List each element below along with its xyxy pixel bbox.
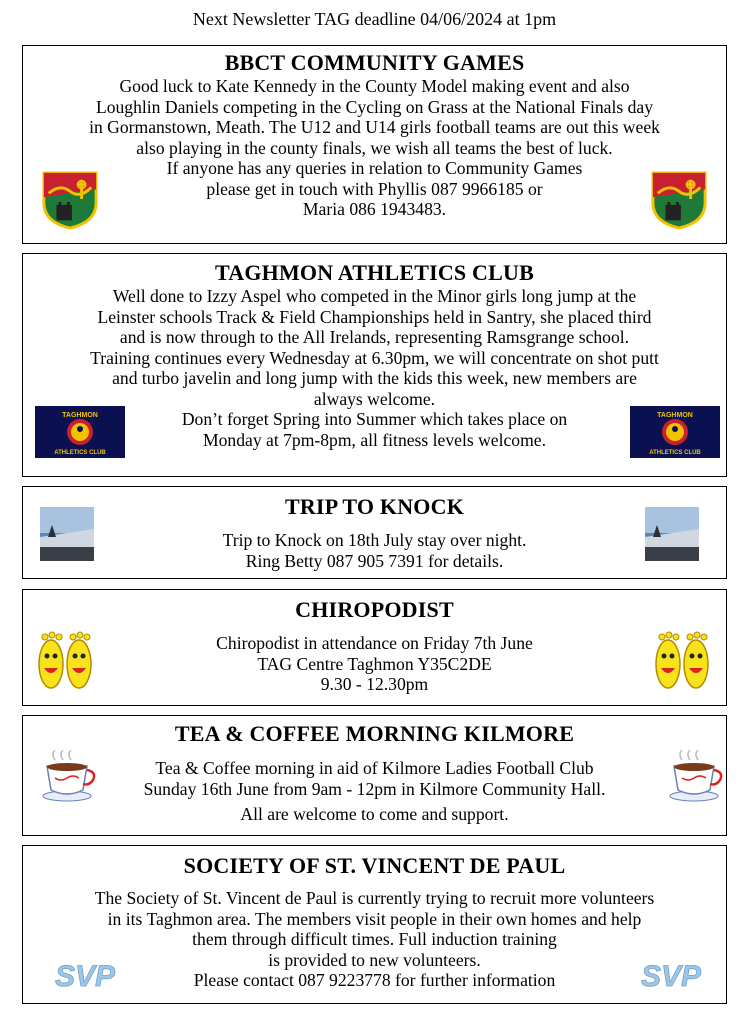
- section-line: Leinster schools Track & Field Championships held in Santry, she placed third: [97, 306, 652, 327]
- section-line: All are welcome to come and support.: [240, 804, 509, 824]
- section-line: in Gormanstown, Meath. The U12 and U14 girls football teams are out this week: [89, 117, 660, 137]
- community-games-section: [22, 45, 727, 244]
- smiling-feet-icon: [35, 628, 95, 692]
- section-line: and is now through to the All Irelands, representing Ramsgrange school.: [119, 327, 630, 347]
- section-line: is provided to new volunteers.: [268, 949, 481, 970]
- section-line: Maria 086 1943483.: [302, 199, 447, 219]
- section-line: Well done to Izzy Aspel who competed in the Minor girls long jump at the: [112, 286, 637, 306]
- section-line: Please contact 087 9223778 for further information: [193, 970, 556, 990]
- section-line: them through difficult times. Full induction training: [192, 929, 557, 949]
- knock-shrine-photo-icon: [645, 507, 699, 561]
- section-line: Loughlin Daniels competing in the Cycling on Grass at the National Finals day: [95, 96, 654, 117]
- section-title: TRIP TO KNOCK: [284, 494, 465, 519]
- section-line: Don’t forget Spring into Summer which takes place on: [181, 409, 568, 429]
- svp-logo-icon: [34, 960, 136, 990]
- tea-cup-icon: [668, 748, 724, 804]
- section-line: Monday at 7pm-8pm, all fitness levels welcome.: [202, 429, 546, 450]
- athletics-club-logo-icon: [630, 406, 720, 458]
- section-line: Good luck to Kate Kennedy in the County Model making event and also: [119, 76, 630, 96]
- knock-shrine-photo-icon: [40, 507, 94, 561]
- tea-coffee-morning-section: [22, 715, 727, 836]
- section-line: 9.30 - 12.30pm: [320, 674, 429, 694]
- trip-to-knock-section: [22, 486, 727, 579]
- section-line: Chiropodist in attendance on Friday 7th June: [216, 633, 533, 653]
- svp-logo-icon: [620, 960, 722, 990]
- section-line: in its Taghmon area. The members visit people in their own homes and help: [107, 908, 642, 929]
- section-line: Sunday 16th June from 9am - 12pm in Kilmore Community Hall.: [143, 778, 606, 799]
- section-title: TAGHMON ATHLETICS CLUB: [215, 260, 534, 285]
- logo-text: ATHLETICS CLUB: [649, 450, 701, 456]
- smiling-feet-icon: [652, 628, 712, 692]
- svp-section: [22, 845, 727, 1004]
- logo-text: ATHLETICS CLUB: [54, 450, 106, 456]
- athletics-club-section: [22, 253, 727, 477]
- county-crest-icon: [650, 170, 708, 230]
- county-crest-icon: [41, 170, 99, 230]
- section-line: If anyone has any queries in relation to Community Games: [166, 158, 583, 178]
- section-title: SOCIETY OF ST. VINCENT DE PAUL: [183, 853, 566, 878]
- logo-text: TAGHMON: [62, 412, 98, 419]
- section-title: BBCT COMMUNITY GAMES: [224, 50, 525, 75]
- svp-logo-text: SVP: [640, 960, 702, 990]
- newsletter-deadline: Next Newsletter TAG deadline 04/06/2024 at 1pm: [192, 9, 557, 29]
- section-line: The Society of St. Vincent de Paul is currently trying to recruit more volunteers: [94, 888, 655, 908]
- section-line: TAG Centre Taghmon Y35C2DE: [257, 653, 492, 674]
- section-line: please get in touch with Phyllis 087 9966185 or: [206, 178, 543, 199]
- section-line: Training continues every Wednesday at 6.30pm, we will concentrate on shot putt: [90, 347, 659, 368]
- tea-cup-icon: [41, 748, 97, 804]
- section-line: always welcome.: [313, 388, 436, 409]
- athletics-club-logo-icon: [35, 406, 125, 458]
- section-line: and turbo javelin and long jump with the kids this week, new members are: [112, 368, 637, 388]
- section-line: Trip to Knock on 18th July stay over night.: [222, 530, 527, 550]
- svp-logo-text: SVP: [54, 960, 116, 990]
- section-line: also playing in the county finals, we wish all teams the best of luck.: [136, 137, 613, 158]
- section-line: Ring Betty 087 905 7391 for details.: [245, 550, 504, 571]
- section-line: Tea & Coffee morning in aid of Kilmore Ladies Football Club: [155, 758, 594, 778]
- section-title: CHIROPODIST: [295, 597, 454, 622]
- logo-text: TAGHMON: [657, 412, 693, 419]
- section-title: TEA & COFFEE MORNING KILMORE: [174, 721, 575, 746]
- chiropodist-section: [22, 589, 727, 706]
